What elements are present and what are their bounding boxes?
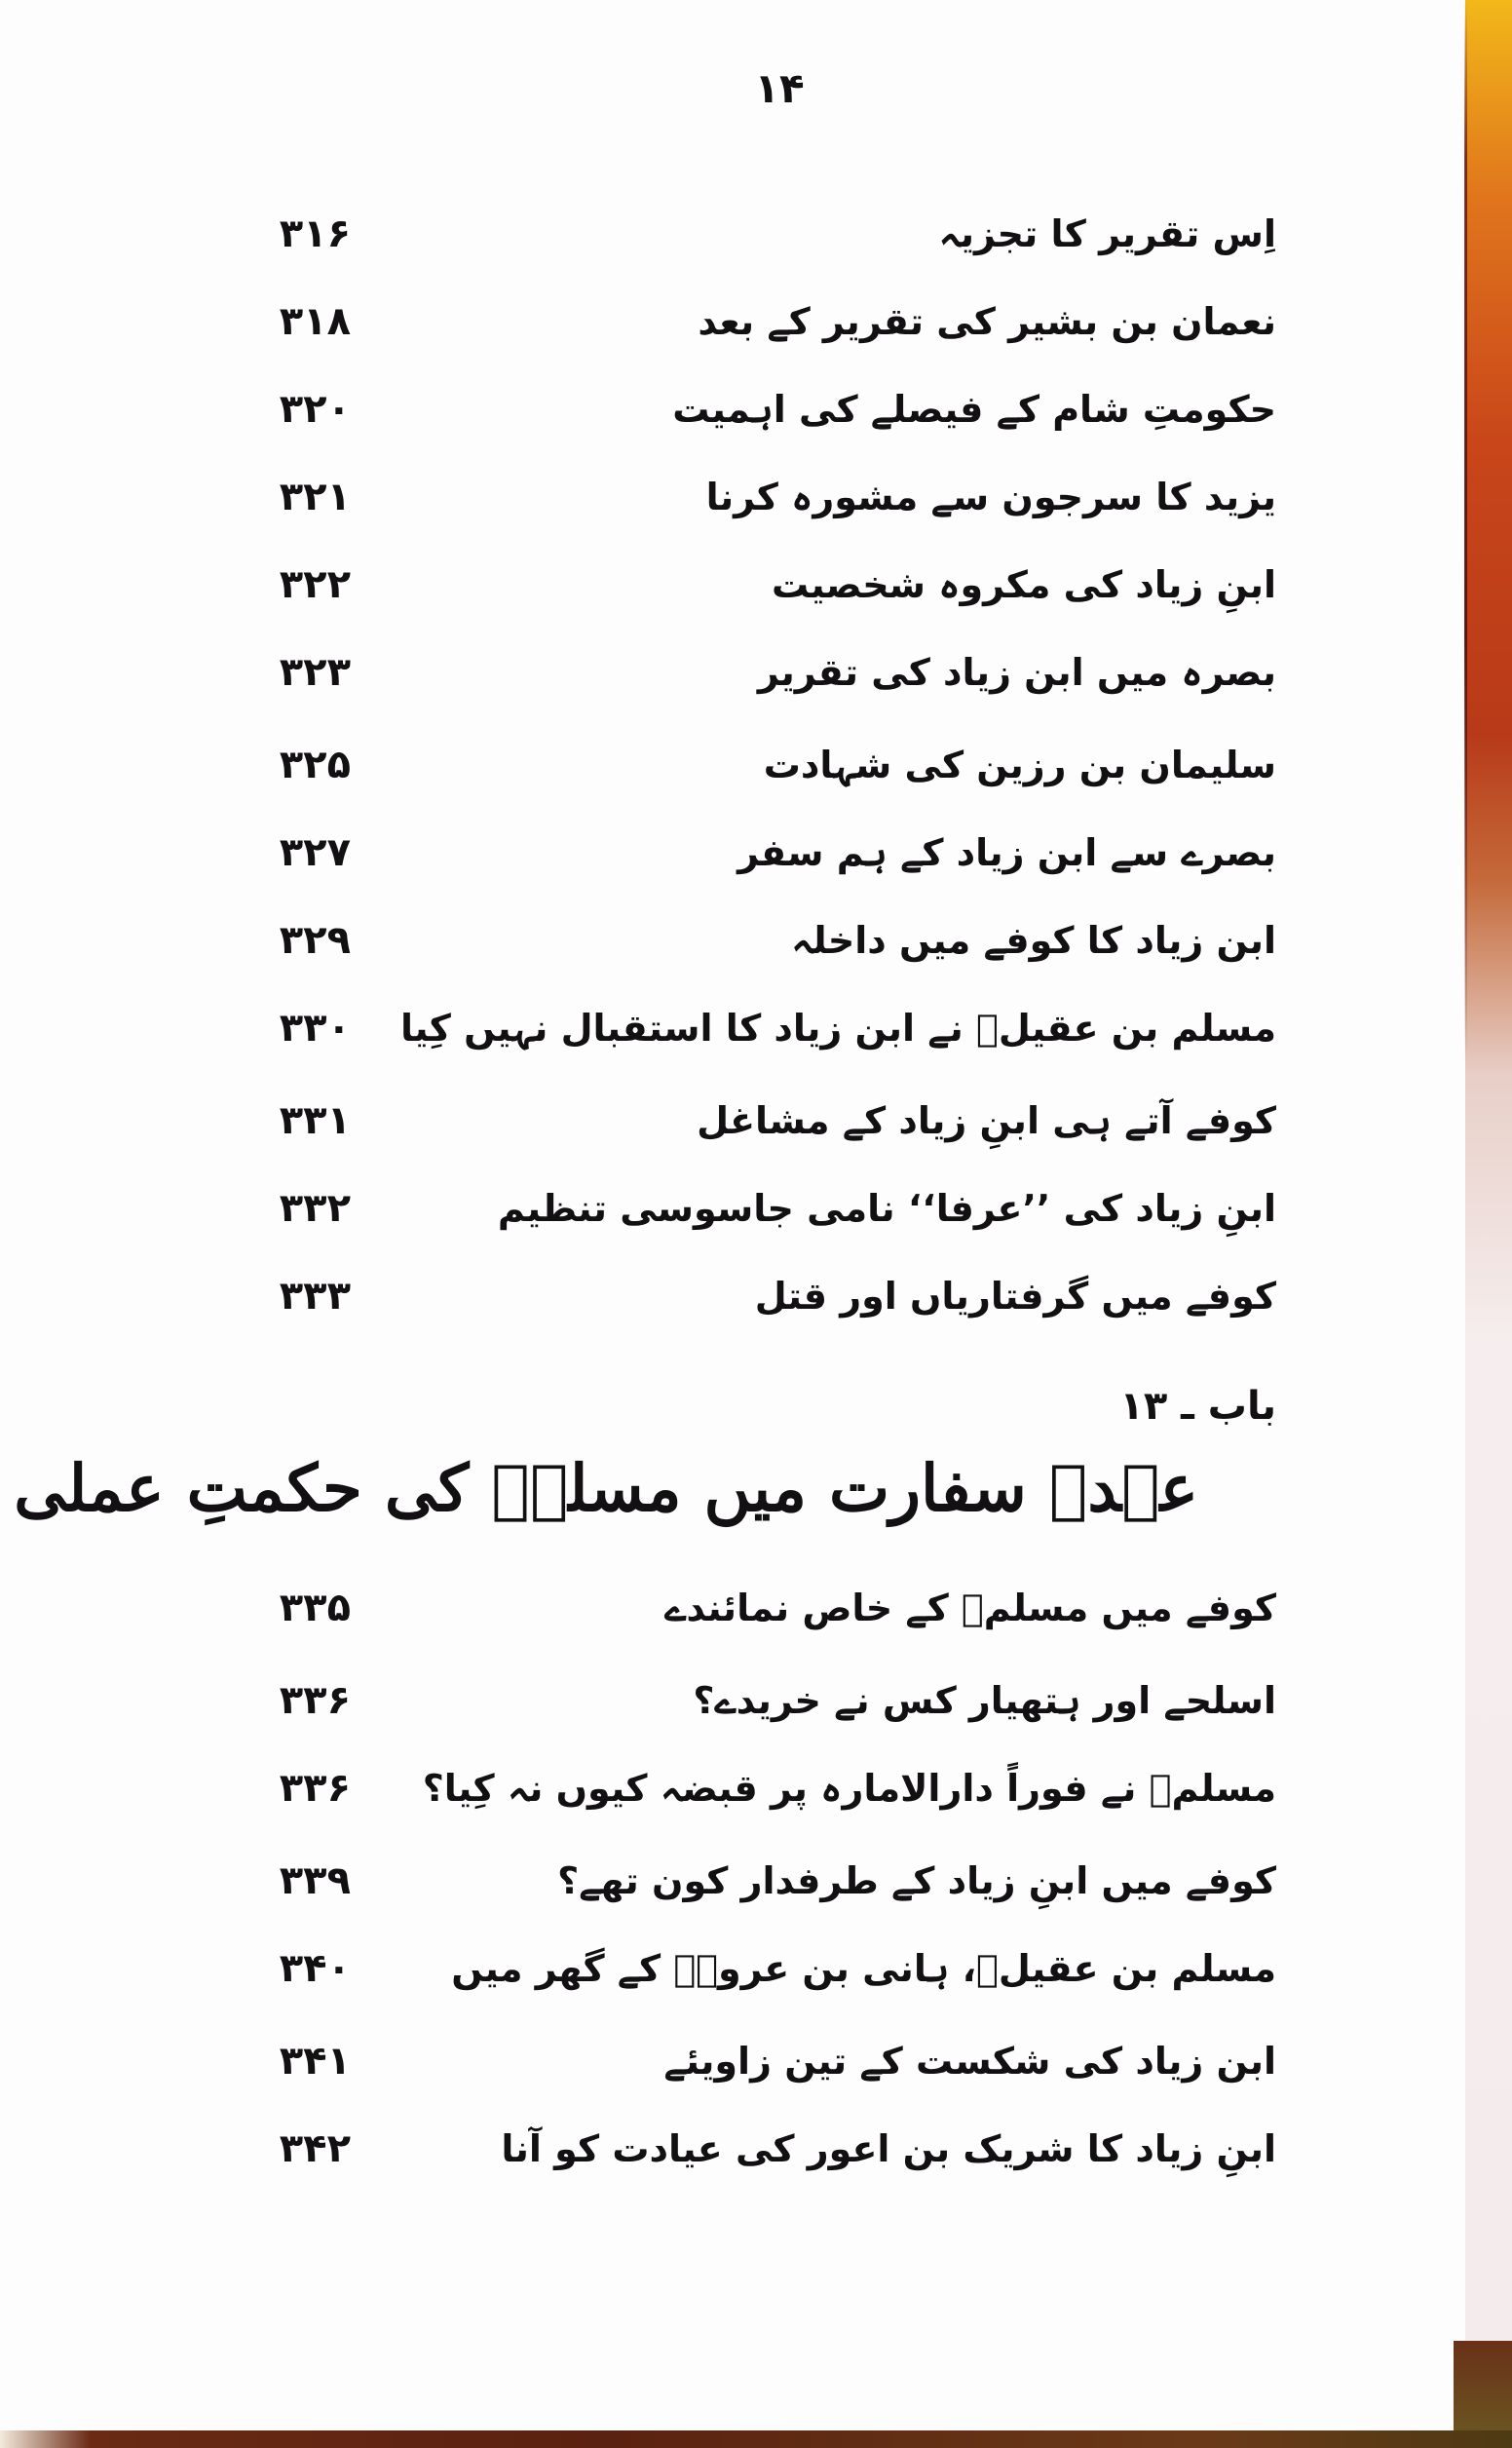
toc-page-number: ۳۲۷: [279, 830, 351, 875]
toc-entry-title: نعمان بن بشیر کی تقریر کے بعد: [698, 300, 1276, 343]
toc-entry: [224, 1754, 1276, 1822]
toc-entry: [224, 287, 1276, 356]
toc-page-number: ۳۲۰: [279, 387, 351, 432]
toc-entry-title: ابن زیاد کی شکست کے تین زاویئے: [663, 2040, 1276, 2083]
toc-page-number: ۳۲۵: [279, 743, 351, 787]
toc-page-number: ۳۲۹: [279, 918, 351, 963]
toc-page-number: ۳۳۵: [279, 1586, 351, 1630]
toc-entry: [224, 638, 1276, 707]
toc-entry-title: بصرے سے ابن زیاد کے ہم سفر: [737, 831, 1276, 874]
toc-page-number: ۳۳۶: [279, 1766, 351, 1811]
toc-entry: [224, 1574, 1276, 1642]
toc-entry: [224, 1262, 1276, 1330]
toc-entry-title: مسلمؑ نے فوراً دارالامارہ پر قبضہ کیوں نہ کِیا؟: [422, 1767, 1276, 1810]
toc-page-number: ۳۲۳: [279, 650, 351, 695]
toc-entry: [224, 200, 1276, 268]
toc-entry: [224, 2027, 1276, 2095]
toc-entry-title: کوفے میں مسلمؑ کے خاص نمائندے: [664, 1587, 1276, 1629]
toc-entry-title: یزید کا سرجون سے مشورہ کرنا: [705, 476, 1276, 518]
toc-page-number: ۳۱۸: [279, 299, 351, 344]
toc-page-number: ۳۴۲: [279, 2126, 351, 2171]
toc-page-number: ۳۴۰: [279, 1946, 351, 1991]
toc-page-number: ۳۳۱: [279, 1098, 351, 1143]
chapter-label: باب ـ ۱۳: [1119, 1384, 1276, 1429]
toc-entry-title: حکومتِ شام کے فیصلے کی اہمیت: [672, 388, 1276, 431]
toc-entry-title: ابنِ زیاد کی مکروہ شخصیت: [772, 563, 1276, 606]
toc-page-number: ۳۲۱: [279, 475, 351, 519]
toc-entry: [224, 551, 1276, 619]
toc-page-number: ۳۳۳: [279, 1274, 351, 1319]
toc-entry: [224, 1847, 1276, 1915]
toc-entry-title: کوفے میں ابنِ زیاد کے طرفدار کون تھے؟: [557, 1859, 1276, 1902]
toc-page-number: ۳۱۶: [279, 211, 351, 256]
toc-entry-title: ابنِ زیاد کا شریک بن اعور کی عیادت کو آنا: [501, 2127, 1276, 2170]
toc-page-number: ۳۳۹: [279, 1858, 351, 1903]
toc-entry: [224, 731, 1276, 799]
toc-entry: [224, 1934, 1276, 2003]
toc-entry-title: مسلم بن عقیلؑ، ہانی بن عروہؓ کے گھر میں: [451, 1947, 1276, 1990]
toc-entry: [224, 463, 1276, 531]
toc-page-number: ۳۳۰: [279, 1006, 351, 1051]
toc-entry-title: اِس تقریر کا تجزیہ: [938, 212, 1276, 255]
toc-entry: [224, 375, 1276, 443]
toc-entry-title: ابنِ زیاد کی ’’عرفا‘‘ نامی جاسوسی تنظیم: [497, 1187, 1276, 1230]
toc-entry-title: ابن زیاد کا کوفے میں داخلہ: [791, 919, 1276, 962]
toc-entry-title: بصرہ میں ابن زیاد کی تقریر: [757, 651, 1276, 694]
toc-entry-title: مسلم بن عقیلؑ نے ابن زیاد کا استقبال نہیں کِیا: [399, 1007, 1276, 1050]
toc-page-number: ۳۴۱: [279, 2039, 351, 2084]
toc-entry-title: سلیمان بن رزین کی شہادت: [763, 744, 1276, 786]
toc-entry-title: کوفے آتے ہی ابنِ زیاد کے مشاغل: [697, 1099, 1276, 1142]
toc-entry: [224, 1666, 1276, 1735]
toc-entry: [224, 2115, 1276, 2183]
toc-page-number: ۳۳۶: [279, 1678, 351, 1723]
chapter-title: عہدۂ سفارت میں مسلمؑ کی حکمتِ عملی: [14, 1450, 1198, 1526]
toc-entry: [224, 906, 1276, 975]
toc-entry: [224, 994, 1276, 1062]
toc-entry-title: اسلحے اور ہتھیار کس نے خریدے؟: [693, 1679, 1276, 1722]
toc-entry-title: کوفے میں گرفتاریاں اور قتل: [754, 1275, 1276, 1318]
page-number: ۱۴: [754, 64, 805, 112]
toc-page-number: ۳۳۲: [279, 1186, 351, 1231]
toc-entry: [224, 819, 1276, 887]
toc-entry: [224, 1174, 1276, 1243]
toc-page-number: ۳۲۲: [279, 562, 351, 607]
toc-entry: [224, 1087, 1276, 1155]
